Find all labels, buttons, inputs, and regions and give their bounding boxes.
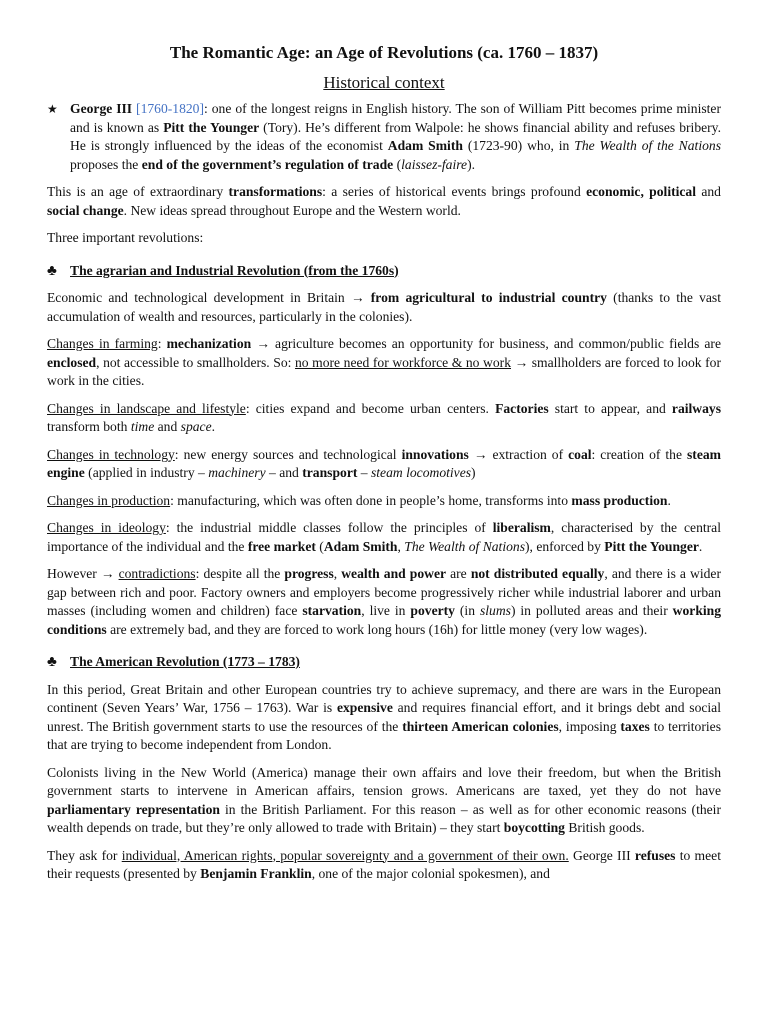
paragraph: Changes in ideology: the industrial middle classes follow the principles of liberalism, characterised by the central importance of the individual and the free market (Adam Smith, The Wealth of Nations), enforced by Pitt the Younger. — [47, 520, 721, 554]
intro-paragraph: This is an age of extraordinary transformations: a series of historical events brings profound economic, political and social change. New ideas spread throughout Europe and the Western world. — [47, 184, 721, 218]
paragraph: Changes in landscape and lifestyle: cities expand and become urban centers. Factories start to appear, and railways transform both time and space. — [47, 400, 721, 434]
club-bullet-icon: ♣ — [47, 262, 57, 279]
paragraph: Colonists living in the New World (America) manage their own affairs and love their freedom, but when the British government starts to intervene in American affairs, tension grows. Americans are taxed, yet they do not have parliamentary representation in the British Parliament. For this reason – as well as for other economic reasons (their wealth depends on trade, but they’re only allowed to trade with Britain) – they start boycotting British goods. — [47, 764, 721, 835]
document-subtitle: Historical context — [323, 73, 445, 92]
paragraph: In this period, Great Britain and other European countries try to achieve supremacy, and there are wars in the European continent (Seven Years’ War, 1756 – 1763). War is expensive and requires financial effort, and it brings debt and social unrest. The British government starts to use the resources of the thirteen American colonies, imposing taxes to territories that are trying to become independent from London. — [47, 681, 721, 752]
paragraph: Economic and technological development in Britain → from agricultural to industrial country (thanks to the vast accumulation of wealth and resources, particularly in the colonies). — [47, 290, 721, 324]
paragraph: Changes in production: manufacturing, which was often done in people’s home, transforms into mass production. — [47, 492, 671, 508]
section-heading-industrial: ♣ The agrarian and Industrial Revolution (from the 1760s) — [47, 262, 399, 279]
star-bullet-icon: ★ — [47, 102, 58, 116]
paragraph: Changes in technology: new energy sources and technological innovations → extraction of coal: creation of the steam engine (applied in industry – machinery – and transport – steam locomotives) — [47, 446, 721, 480]
club-bullet-icon: ♣ — [47, 654, 57, 670]
paragraph: They ask for individual, American rights, popular sovereignty and a government of their own. George III refuses to meet their requests (presented by Benjamin Franklin, one of the major colonial spokesmen), and — [47, 847, 721, 881]
reign-years: [1760-1820] — [136, 101, 205, 116]
george-bullet: ★ George III [1760-1820]: one of the longest reigns in English history. The son of William Pitt becomes prime minister and is known as Pitt the Younger (Tory). He’s different from Walpole: he shows financial ability and refuses bribery. He is strongly influenced by the ideas of the economist Adam Smith (1723-90) who, in The Wealth of the Nations proposes the end of the government’s regulation of trade (laissez-faire). — [47, 101, 721, 172]
paragraph: Changes in farming: mechanization → agriculture becomes an opportunity for business, and common/public fields are enclosed, not accessible to smallholders. So: no more need for workforce & no work → smallholders are forced to look for work in the cities. — [47, 336, 721, 388]
three-revolutions-line: Three important revolutions: — [47, 230, 204, 245]
paragraph: However → contradictions: despite all the progress, wealth and power are not distributed equally, and there is a wider gap between rich and poor. Factory owners and employers become progressively richer while industrial laborer and urban masses (including women and children) face starvation, live in poverty (in slums) in polluted areas and their working conditions are extremely bad, and they are forced to work long hours (16h) for little money (very low wages). — [47, 566, 722, 637]
section-heading-american: ♣ The American Revolution (1773 – 1783) — [47, 654, 300, 670]
document-title: The Romantic Age: an Age of Revolutions (ca. 1760 – 1837) — [169, 43, 599, 62]
